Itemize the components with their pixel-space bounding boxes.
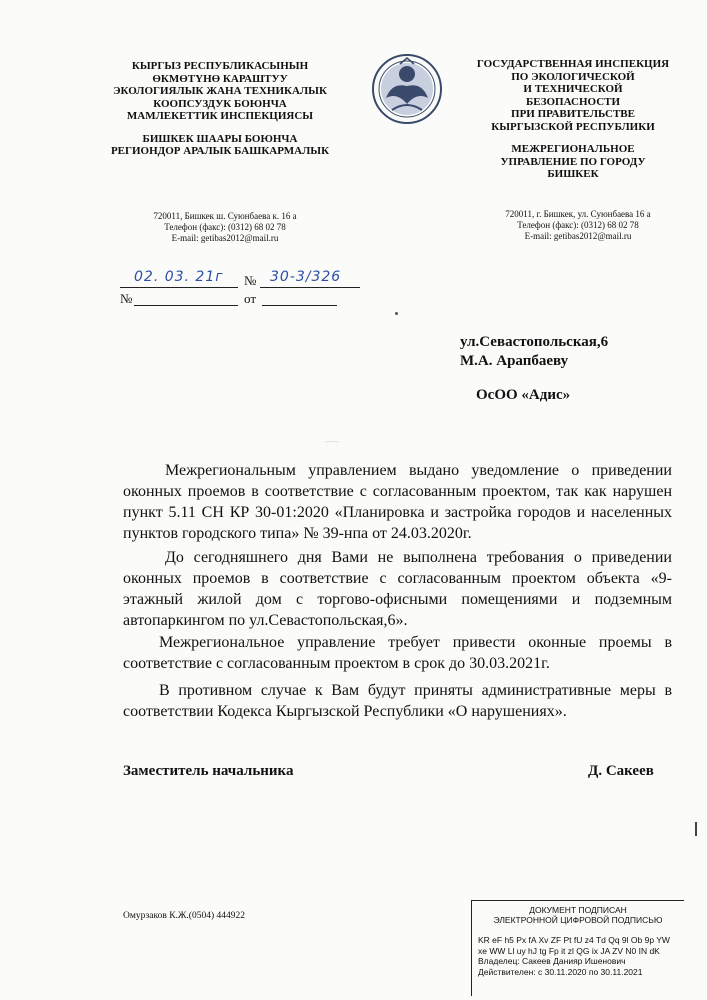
body-paragraph: До сегодняшнего дня Вами не выполнена требования о приведении оконных проемов в соответствие с согласованным проектом объекта «9-этажный жилой дом с торгово-офисными помещениями и подземным автопаркингом по ул.Севастопольская,6». xyxy=(123,549,672,629)
handwritten-date: 02. 03. 21г xyxy=(134,269,224,285)
header-right-line: БИШКЕК xyxy=(547,168,599,180)
stamp-validity: Действителен: с 30.11.2020 по 30.11.2021 xyxy=(478,966,643,977)
from-underline xyxy=(262,291,337,306)
addressee-street: ул.Севастопольская,6 xyxy=(460,334,609,350)
header-right-line: УПРАВЛЕНИЕ ПО ГОРОДУ xyxy=(500,155,646,168)
body-paragraph: В противном случае к Вам будут приняты административные меры в соответствии Кодекса Кыргызской Республики «О нарушениях». xyxy=(123,682,672,720)
contact-phone: Телефон (факс): (0312) 68 02 78 xyxy=(164,222,286,232)
contact-right xyxy=(478,209,678,242)
registration-line-top xyxy=(120,269,360,291)
header-right-line: БЕЗОПАСНОСТИ xyxy=(525,95,621,108)
contact-address: 720011, г. Бишкек, ул. Суюнбаева 16 а xyxy=(505,209,651,219)
number-sign: № xyxy=(244,273,257,288)
addressee-person: М.А. Арапбаеву xyxy=(460,353,569,369)
edge-mark xyxy=(695,822,697,836)
signatory-title: Заместитель начальника xyxy=(123,763,294,779)
header-left-line: ЭКОЛОГИЯЛЫК ЖАНА ТЕХНИКАЛЫК xyxy=(113,85,327,97)
header-right-line: И ТЕХНИЧЕСКОЙ xyxy=(523,83,623,95)
registration-line-bottom xyxy=(120,291,360,309)
header-left-line: МАМЛЕКЕТТИК ИНСПЕКЦИЯСЫ xyxy=(126,110,314,122)
stamp-header xyxy=(472,905,684,925)
contact-left xyxy=(110,211,340,244)
contact-phone: Телефон (факс): (0312) 68 02 78 xyxy=(517,220,639,230)
stamp-key-line: xe WW Ll uy hJ tg Fp it zl QG ix JA ZV N0 IN dK xyxy=(478,945,660,956)
digital-signature-stamp xyxy=(471,900,684,996)
number-underline xyxy=(134,291,238,306)
handwritten-number: 30-3/326 xyxy=(270,269,342,285)
stamp-owner: Владелец: Сакеев Данияр Ишенович xyxy=(478,956,626,967)
from-label: от xyxy=(244,291,257,306)
contact-email: E-mail: getibas2012@mail.ru xyxy=(524,231,632,241)
contact-email: E-mail: getibas2012@mail.ru xyxy=(171,233,279,243)
header-right-line: МЕЖРЕГИОНАЛЬНОЕ xyxy=(511,143,635,155)
header-left-line: КООПСУЗДУК БОЮНЧА xyxy=(153,97,287,110)
header-left-line: БИШКЕК ШААРЫ БОЮНЧА xyxy=(142,132,298,145)
body-paragraph: Межрегиональное управление требует привести оконные проемы в соответствие с согласованным проектом в срок до 30.03.2021г. xyxy=(123,634,672,672)
contact-address: 720011, Бишкек ш. Суюнбаева к. 16 а xyxy=(153,211,297,221)
header-right-line: ПРИ ПРАВИТЕЛЬСТВЕ xyxy=(511,108,635,120)
header-right-line: КЫРГЫЗСКОЙ РЕСПУБЛИКИ xyxy=(491,120,655,133)
stamp-header-line: ЭЛЕКТРОННОЙ ЦИФРОВОЙ ПОДПИСЬЮ xyxy=(493,915,663,925)
stamp-header-line: ДОКУМЕНТ ПОДПИСАН xyxy=(529,905,627,915)
header-left-line: ӨКМӨТҮНӨ КАРАШТУУ xyxy=(152,72,288,85)
signatory-name: Д. Сакеев xyxy=(588,763,654,779)
body-paragraph: Межрегиональным управлением выдано уведомление о приведении оконных проемов в соответствие с согласованным проектом, так как нарушен пункт 5.11 СН КР 30-01:2020 «Планировка и застройка городов и населенных пунктов городского типа» № 39-нпа от 24.03.2020г. xyxy=(123,462,672,542)
addressee-org: ОсОО «Адис» xyxy=(476,387,571,403)
kyrgyz-state-emblem-icon xyxy=(372,52,442,126)
speck xyxy=(395,312,398,315)
header-left xyxy=(70,60,370,158)
executor-info: Омурзаков К.Ж.(0504) 444922 xyxy=(123,911,246,921)
stamp-body xyxy=(478,935,678,977)
header-right-line: ГОСУДАРСТВЕННАЯ ИНСПЕКЦИЯ xyxy=(476,58,670,70)
header-left-line: РЕГИОНДОР АРАЛЫК БАШКАРМАЛЫК xyxy=(110,145,330,157)
bleed-through-mark: — xyxy=(325,434,345,449)
header-right-line: ПО ЭКОЛОГИЧЕСКОЙ xyxy=(511,70,635,83)
header-right xyxy=(468,58,678,181)
header-left-line: КЫРГЫЗ РЕСПУБЛИКАСЫНЫН xyxy=(131,60,309,72)
number-sign: № xyxy=(120,291,133,306)
stamp-key-line: KR eF h5 Px fA Xv ZF Pt fU z4 Td Qq 9l Ob 9p YW xyxy=(478,935,670,945)
